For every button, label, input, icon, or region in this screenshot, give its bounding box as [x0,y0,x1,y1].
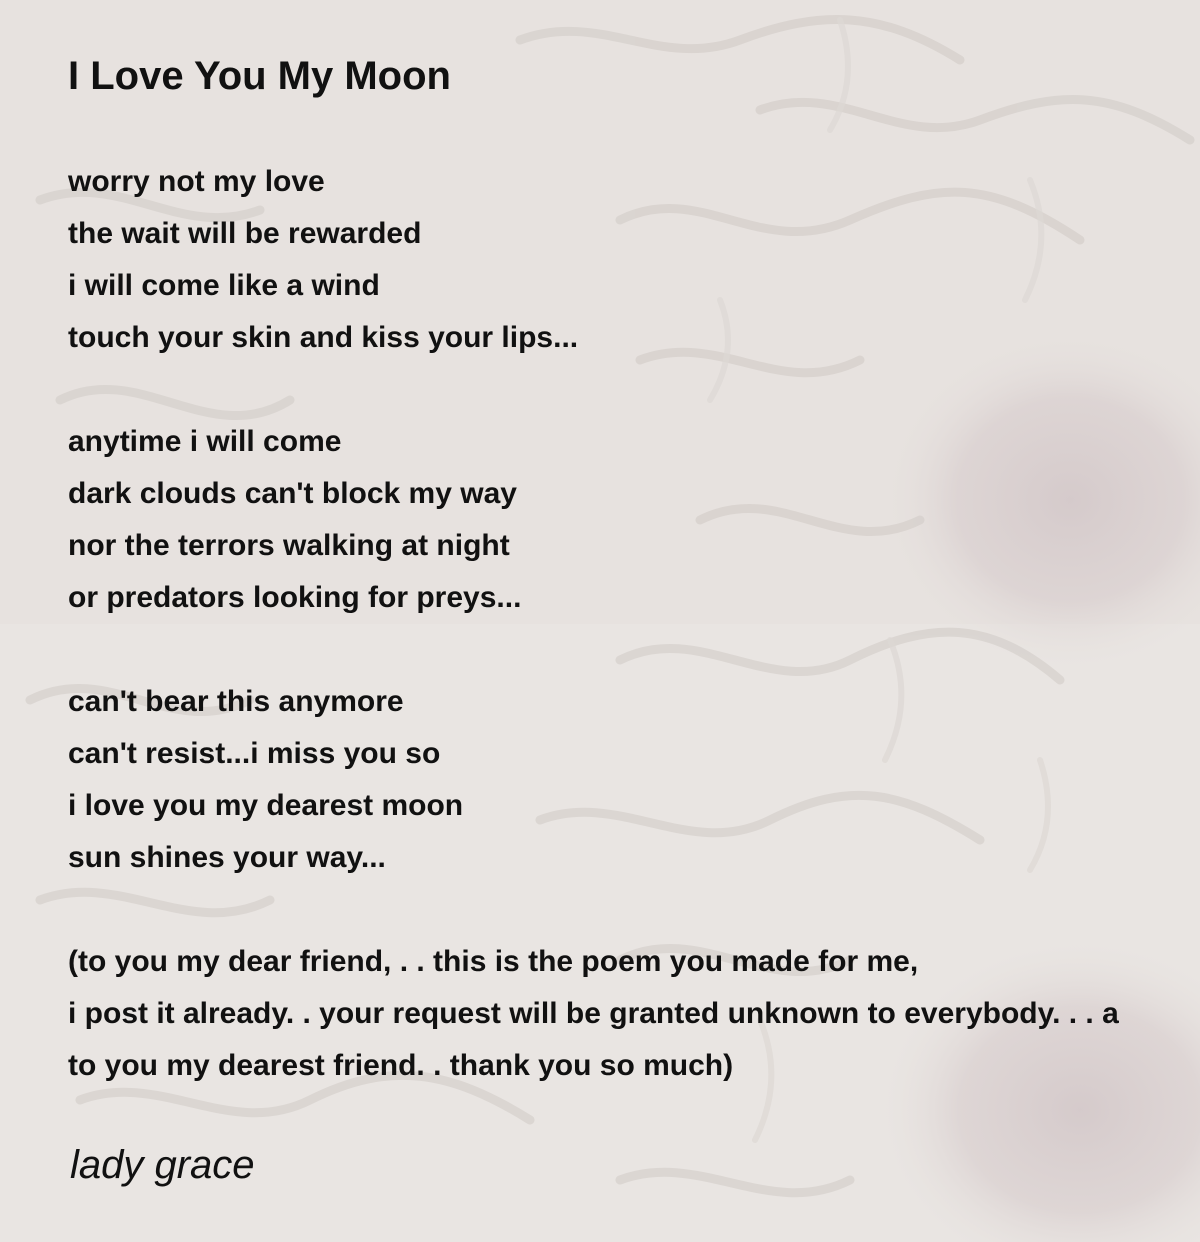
poem-line: i post it already. . your request will be granted unknown to everybody. . . a [68,997,1119,1030]
poem-line: can't resist...i miss you so [68,737,441,770]
poem-line: i will come like a wind [68,269,380,302]
poem-line: dark clouds can't block my way [68,477,517,510]
poem-line: to you my dearest friend. . thank you so much) [68,1049,734,1082]
poem-line: can't bear this anymore [68,685,404,718]
poem-line: or predators looking for preys... [68,581,522,614]
poem-title: I Love You My Moon [68,54,451,98]
poem-line: the wait will be rewarded [68,217,422,250]
poem-line: anytime i will come [68,425,342,458]
poem-line: (to you my dear friend, . . this is the poem you made for me, [68,945,919,978]
poem-line: i love you my dearest moon [68,789,464,822]
poem-stanza [68,676,1119,884]
poem-line: sun shines your way... [68,841,386,874]
poem-line: worry not my love [68,165,325,198]
poem-body [68,156,1119,1144]
poem-author: lady grace [70,1143,255,1187]
poem-stanza [68,416,1119,624]
poem-line: touch your skin and kiss your lips... [68,321,579,354]
poem-line: nor the terrors walking at night [68,529,510,562]
poem-stanza [68,156,1119,364]
poem-stanza-note [68,936,1119,1092]
